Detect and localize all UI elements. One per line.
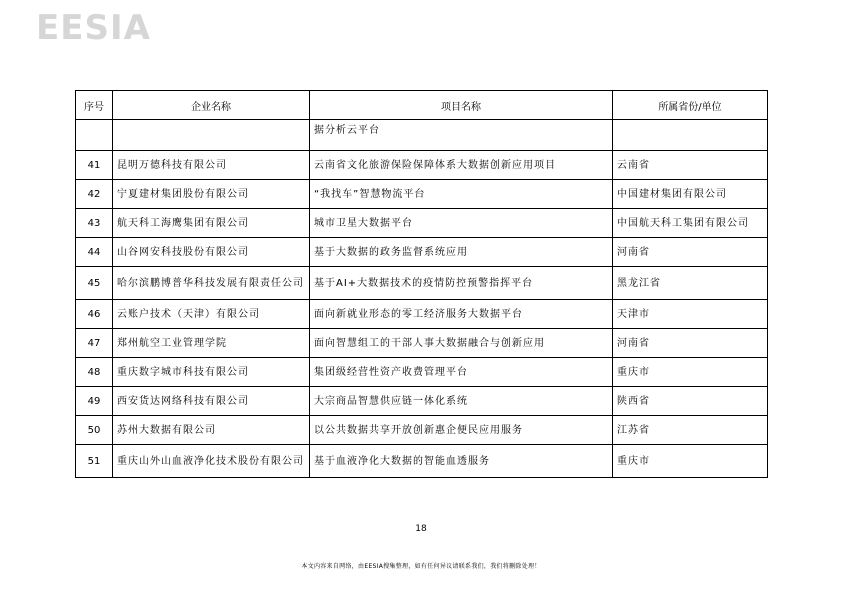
seq-cell: 45 xyxy=(76,267,113,300)
region-cell: 中国航天科工集团有限公司 xyxy=(613,209,768,238)
table-row xyxy=(76,180,768,209)
table-row xyxy=(76,151,768,180)
table-row-continuation xyxy=(76,120,768,151)
seq-cell: 49 xyxy=(76,387,113,416)
table-row xyxy=(76,387,768,416)
region-cell: 重庆市 xyxy=(613,445,768,478)
seq-cell: 43 xyxy=(76,209,113,238)
project-cell: 据分析云平台 xyxy=(310,120,613,151)
region-cell: 陕西省 xyxy=(613,387,768,416)
seq-cell: 41 xyxy=(76,151,113,180)
seq-cell: 50 xyxy=(76,416,113,445)
project-cell: 集团级经营性资产收费管理平台 xyxy=(310,358,613,387)
project-cell: 面向智慧组工的干部人事大数据融合与创新应用 xyxy=(310,329,613,358)
table-row xyxy=(76,445,768,478)
region-cell: 重庆市 xyxy=(613,358,768,387)
footer-notice: 本文内容来自网络，由EESIA搜集整理，如有任何异议请联系我们，我们将删除处理！ xyxy=(301,563,541,570)
project-cell: 以公共数据共享开放创新惠企便民应用服务 xyxy=(310,416,613,445)
company-cell: 航天科工海鹰集团有限公司 xyxy=(113,209,310,238)
page-number: 18 xyxy=(415,524,427,534)
company-cell xyxy=(113,120,310,151)
seq-cell: 44 xyxy=(76,238,113,267)
region-cell: 黑龙江省 xyxy=(613,267,768,300)
project-cell: 基于大数据的政务监督系统应用 xyxy=(310,238,613,267)
project-cell: 大宗商品智慧供应链一体化系统 xyxy=(310,387,613,416)
company-cell: 重庆数字城市科技有限公司 xyxy=(113,358,310,387)
seq-cell: 42 xyxy=(76,180,113,209)
seq-cell xyxy=(76,120,113,151)
table-row xyxy=(76,238,768,267)
column-header-project: 项目名称 xyxy=(310,91,613,120)
company-cell: 宁夏建材集团股份有限公司 xyxy=(113,180,310,209)
region-cell xyxy=(613,120,768,151)
region-cell: 河南省 xyxy=(613,329,768,358)
seq-cell: 51 xyxy=(76,445,113,478)
project-cell: “我找车”智慧物流平台 xyxy=(310,180,613,209)
table-row xyxy=(76,416,768,445)
eesia-logo: EESIA xyxy=(36,8,151,48)
column-header-seq: 序号 xyxy=(76,91,113,120)
table-row xyxy=(76,358,768,387)
enterprise-project-table xyxy=(75,90,768,478)
table-header-row xyxy=(76,91,768,120)
table-row xyxy=(76,209,768,238)
column-header-company: 企业名称 xyxy=(113,91,310,120)
company-cell: 哈尔滨鹏博普华科技发展有限责任公司 xyxy=(113,267,310,300)
company-cell: 云账户技术（天津）有限公司 xyxy=(113,300,310,329)
table-row xyxy=(76,267,768,300)
region-cell: 天津市 xyxy=(613,300,768,329)
region-cell: 河南省 xyxy=(613,238,768,267)
company-cell: 郑州航空工业管理学院 xyxy=(113,329,310,358)
project-cell: 云南省文化旅游保险保障体系大数据创新应用项目 xyxy=(310,151,613,180)
column-header-region: 所属省份/单位 xyxy=(613,91,768,120)
seq-cell: 47 xyxy=(76,329,113,358)
company-cell: 西安货达网络科技有限公司 xyxy=(113,387,310,416)
company-cell: 重庆山外山血液净化技术股份有限公司 xyxy=(113,445,310,478)
seq-cell: 48 xyxy=(76,358,113,387)
region-cell: 江苏省 xyxy=(613,416,768,445)
table-row xyxy=(76,300,768,329)
project-cell: 城市卫星大数据平台 xyxy=(310,209,613,238)
company-cell: 昆明万德科技有限公司 xyxy=(113,151,310,180)
company-cell: 苏州大数据有限公司 xyxy=(113,416,310,445)
project-cell: 基于AI+大数据技术的疫情防控预警指挥平台 xyxy=(310,267,613,300)
region-cell: 中国建材集团有限公司 xyxy=(613,180,768,209)
company-cell: 山谷网安科技股份有限公司 xyxy=(113,238,310,267)
table-row xyxy=(76,329,768,358)
project-cell: 基于血液净化大数据的智能血透服务 xyxy=(310,445,613,478)
seq-cell: 46 xyxy=(76,300,113,329)
region-cell: 云南省 xyxy=(613,151,768,180)
project-cell: 面向新就业形态的零工经济服务大数据平台 xyxy=(310,300,613,329)
